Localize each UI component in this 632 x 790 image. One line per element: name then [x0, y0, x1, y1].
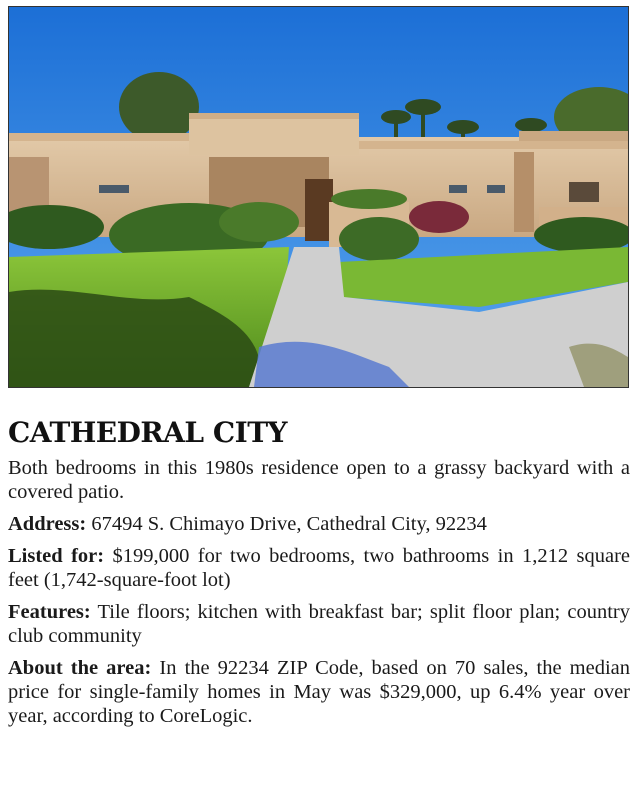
house-photo: [8, 6, 629, 388]
house-photo-illustration: [9, 7, 628, 387]
about-area-paragraph: [8, 656, 630, 728]
address-paragraph: [8, 512, 630, 536]
features-paragraph: [8, 600, 630, 648]
address-label: Address:: [8, 513, 87, 535]
address-text: 67494 S. Chimayo Drive, Cathedral City, 92234: [86, 513, 487, 535]
about-area-label: About the area:: [8, 657, 152, 679]
listed-for-label: Listed for:: [8, 545, 105, 567]
features-text: Tile floors; kitchen with breakfast bar; split floor plan; country club community: [8, 601, 630, 647]
listed-for-paragraph: [8, 544, 630, 592]
features-label: Features:: [8, 601, 91, 623]
about-area-text: In the 92234 ZIP Code, based on 70 sales, the median price for single-family homes in May was $329,000, up 6.4% year over year, according to CoreLogic.: [8, 657, 630, 727]
listing-title: CATHEDRAL CITY: [8, 416, 288, 449]
listing-article: [8, 416, 630, 736]
listing-intro: Both bedrooms in this 1980s residence open to a grassy backyard with a covered patio.: [8, 457, 630, 503]
listed-for-text: $199,000 for two bedrooms, two bathrooms in 1,212 square feet (1,742-square-foot lot): [8, 545, 630, 591]
